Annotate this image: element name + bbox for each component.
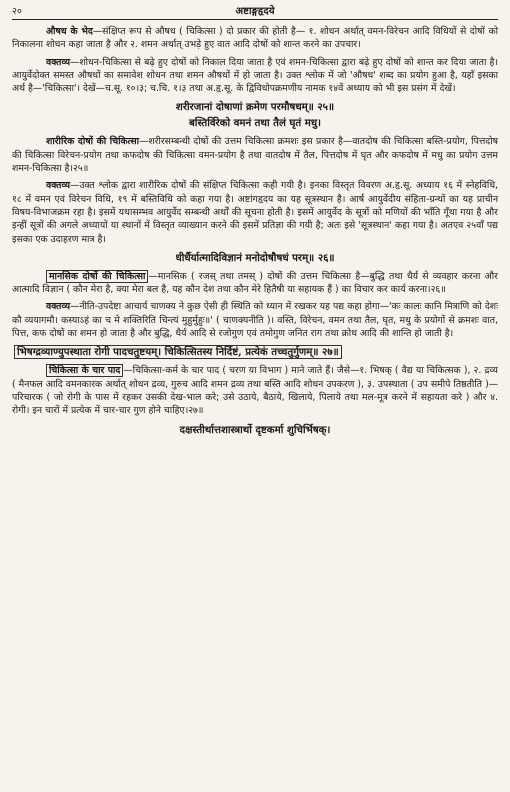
paragraph-text: —नीति-उपदेष्टा आचार्य चाणक्य ने कुछ ऐसी ही स्थिति को ध्यान में रखकर यह पद्य कहा होगा—'कः कालः कानि मित्राणि को देशः कौ व्ययागमौ। कस्याऽहं का च मे शक्तिरिति चिन्त्यं मुहुर्मुहुः॥' ( चाणक्यनीति )। वस्ति, विरेचन, वमन तथा तैल, घृत, मधु के प्रयोगों से क्रमशः वात, पित्त, कफ दोषों का शमन हो जाता है और बुद्धि, धैर्य आदि से रजोगुण एवं तमोगुण जनित राग तथा क्रोध आदि की शान्ति हो जाती है। (12, 301, 498, 340)
verse-line: दक्षस्तीर्थात्तशास्त्रार्थो दृष्टकर्मा शुचिर्भिषक्। (179, 423, 331, 436)
paragraph-text: —उक्त श्लोक द्वारा शारीरिक दोषों की संक्षिप्त चिकित्सा कही गयी है। इनका विस्तृत विवरण अ.हृ.सू. अध्याय १६ में स्नेहविधि, १८ में वमन एवं विरेचन विधि, १९ में बस्तिविधि को कहा गया है। अष्टांगहृदय का यह सूत्रस्थान है। आर्ष आयुर्वेदीय संहिता-ग्रन्थों का यह प्राचीन विषय-विभाजक्रम रहा है। इसमें यथासम्भव आयुर्वेद सम्बन्धी अर्थों की सूचना होती है। इसमें आयुर्वेद के सूत्रों को मणियों की भाँति गूँथा गया है और इन्हीं सूत्रों की अगले अध्यायों या स्थानों में विस्तृत व्याख्यान करने की इसमें प्रतिज्ञा की गयी है; अतः इसे 'सूत्रस्थान' कहा गया है। अतएव २५वाँ पद्य इसका एक उदाहरण मात्र है। (12, 180, 498, 245)
verse-28 (12, 422, 498, 438)
verse-line: बस्तिर्विरेको वमनं तथा तैलं घृतं मधु। (188, 117, 322, 130)
paragraph-vaktavya-1 (12, 56, 498, 96)
paragraph-chaar-paad (12, 364, 498, 417)
paragraph-vaktavya-2 (12, 179, 498, 245)
running-title: अष्टाङ्गहृदये (235, 6, 275, 17)
paragraph-vaktavya-3 (12, 300, 498, 340)
verse-line: भिषग्द्रव्याण्युपस्थाता रोगी पादचतुष्टयम्। चिकित्सितस्य निर्दिष्टं, प्रत्येकं तच्चतुर्गुणम्॥ २७॥ (14, 345, 342, 359)
paragraph-aushadh-bhed (12, 25, 498, 52)
paragraph-text: —मानसिक ( रजस् तथा तमस् ) दोषों की उत्तम चिकित्सा है—बुद्धि तथा धैर्य से व्यवहार करना और आत्मादि विज्ञान ( कौन मेरा है, क्या मेरा बल है, यह कौन देश तथा कौन मेरे हितैषी या सहायक हैं ) का विचार कर कार्य करना।२६॥ (12, 270, 498, 296)
section-heading: वक्तव्य (46, 180, 71, 192)
paragraph-text: —संक्षिप्त रूप से औषध ( चिकित्सा ) दो प्रकार की होती है— १. शोधन अर्थात् वमन-विरेचन आदि विधियों से दोषों को निकालना शोधन कहा जाता है और २. शमन अर्थात् उभड़े हुए वात आदि दोषों को शान्त करने का उपचार। (12, 26, 498, 51)
verse-25 (12, 99, 498, 131)
verse-26 (12, 250, 498, 266)
header-rule (12, 19, 498, 20)
verse-27 (12, 344, 498, 360)
verse-line: शरीरजानां दोषाणां क्रमेण परमौषधम्॥ २५॥ (175, 101, 335, 114)
verse-line: धीर्धैर्यात्मादिविज्ञानं मनोदोषौषधं परम्॥ २६॥ (175, 251, 335, 264)
paragraph-text: —चिकित्सा-कर्म के चार पाद ( चरण या विभाग ) माने जाते हैं। जैसे—१. भिषक् ( वैद्य या चिकित्सक ), २. द्रव्य ( मैनफल आदि वमनकारक अर्थात् शोधन द्रव्य, गुरुच आदि शमन द्रव्य तथा बस्ति आदि शोधन उपकरण ), ३. उपस्थाता ( उप समीपे तिष्ठतीति )—परिचारक ( जो रोगी के पास में रहकर उसकी देख-भाल करे; उसे उठाये, बैठाये, खिलाये, पिलाये तथा मल-मूत्र करने में सहायता करे ) और ४. रोगी। इन चारों में प्रत्येक में चार-चार गुण होने चाहिए।२७॥ (12, 365, 498, 417)
page-header (12, 4, 498, 17)
paragraph-text: —शरीरसम्बन्धी दोषों की उत्तम चिकित्सा क्रमशः इस प्रकार है—वातदोष की चिकित्सा बस्ति-प्रयोग, पित्तदोष की चिकित्सा विरेचन-प्रयोग तथा कफदोष की चिकित्सा वमन-प्रयोग है तथा वातदोष में तैल, पित्तदोष में घृत और कफदोष में मधु का प्रयोग उत्तम शमन-चिकित्सा है।२५॥ (12, 136, 499, 175)
section-heading: औषध के भेद (46, 26, 93, 37)
paragraph-mansik-chikitsa (12, 270, 498, 297)
section-heading: वक्तव्य (46, 301, 71, 313)
section-heading: चिकित्सा के चार पाद (46, 364, 123, 377)
paragraph-sharirik-chikitsa (12, 135, 498, 175)
page-number: २० (12, 6, 22, 17)
section-heading: वक्तव्य (46, 56, 71, 68)
paragraph-text: —शोधन-चिकित्सा से बढ़े हुए दोषों को निकाल दिया जाता है एवं शमन-चिकित्सा द्वारा बढ़े हुए दोषों को शान्त कर दिया जाता है। आयुर्वेदोक्त समस्त औषधों का समावेश शोधन तथा शमन औषधों में हो जाता है। उक्त श्लोक में जो 'औषध' शब्द का प्रयोग हुआ है, यहाँ इसका अर्थ है—'चिकित्सा'। देखें—च.सू. १०।३; च.चि. १।३ तथा अ.हृ.सू. के द्विविधोपक्रमणीय नामक १४वें अध्याय को भी इस प्रसंग में देखें। (12, 56, 498, 95)
section-heading: शारीरिक दोषों की चिकित्सा (46, 136, 140, 148)
section-heading: मानसिक दोषों की चिकित्सा (46, 270, 148, 283)
